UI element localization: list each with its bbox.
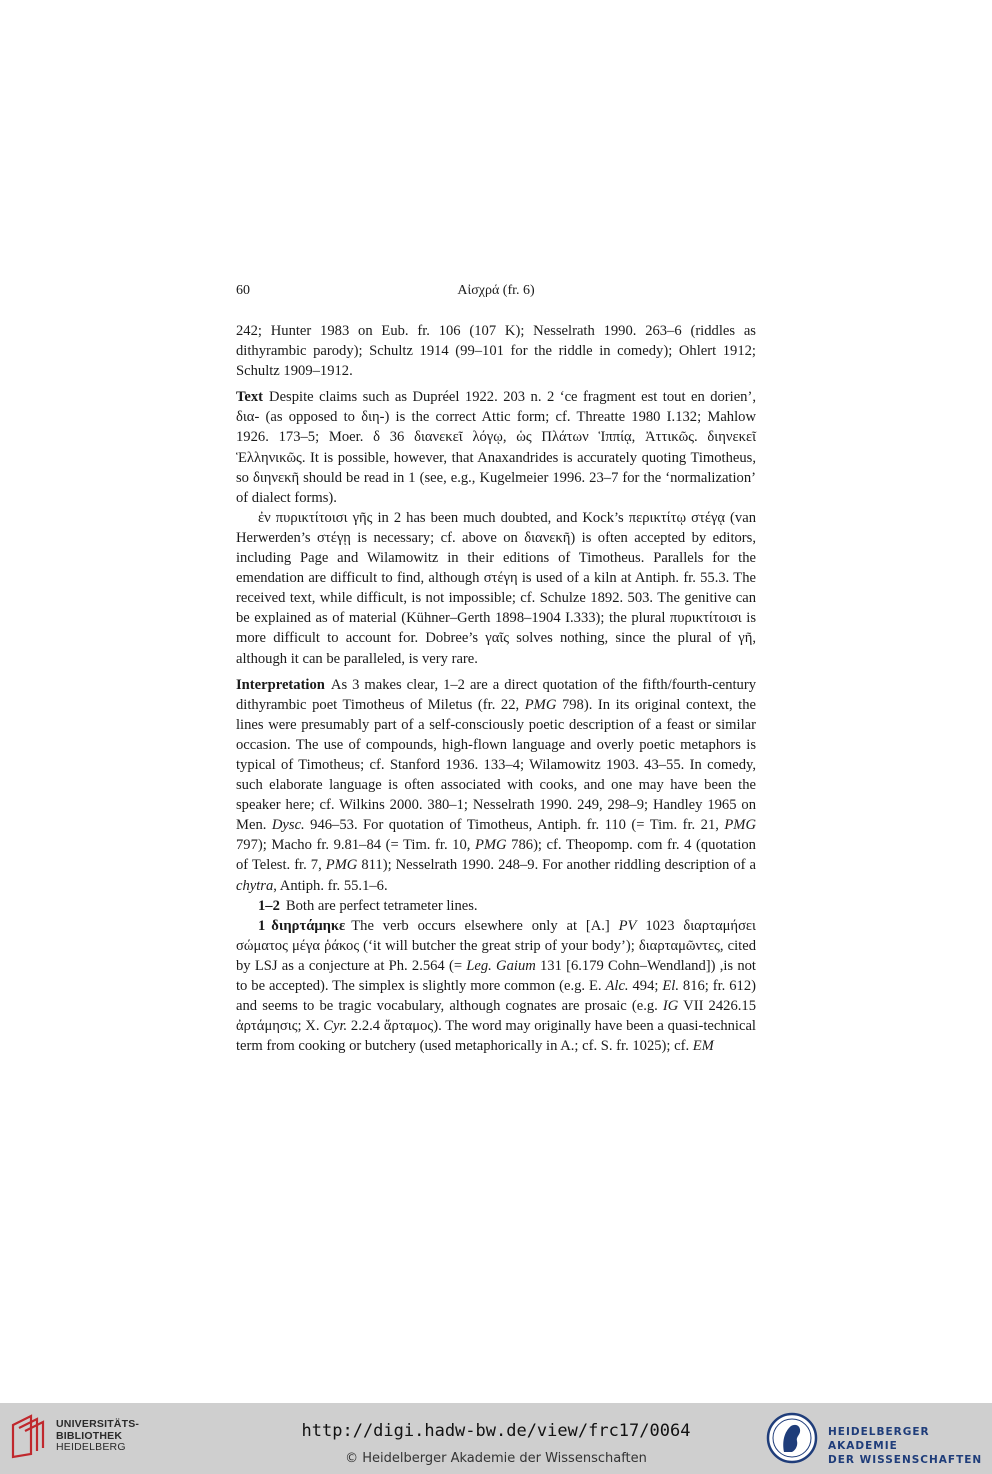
paragraph-p6	[236, 916, 756, 1057]
text-run: 797); Macho fr. 9.81–84 (= Tim. fr. 10,	[236, 837, 475, 854]
italic-text: PMG	[724, 817, 756, 834]
academy-name: HEIDELBERGER AKADEMIE DER WISSENSCHAFTEN	[828, 1426, 983, 1466]
text-run: As 3 makes clear, 1–2 are a direct quotation of the fifth/fourth-century dithyrambic poet Timotheus of Miletus (fr. 22,	[236, 676, 756, 713]
text-run: Both are perfect tetrameter lines.	[285, 897, 478, 914]
text-run: Despite claims such as Dupréel 1922. 203 n. 2 ‘ce fragment est tout en dorien’, δια- (as opposed to διη-) is the correct Attic form; cf. Threatte 1980 I.132; Mahlow 1926. 173–5; Moer. δ 36 διανεκεῖ λόγῳ, ὡς Πλάτων Ἱππίᾳ, Ἀττικῶς. διηνεκεῖ Ἑλληνικῶς. It is possible, however, that Anaxandrides is accurately quoting Timotheus, so διηνεκῆ should be read in 1 (see, e.g., Kugelmeier 1996. 23–7 for the ‘normalization’ of dialect forms).	[236, 389, 756, 506]
paragraph-p5	[236, 896, 756, 916]
page-header	[236, 283, 756, 303]
commentary-text	[236, 321, 756, 1056]
lemma: διηρτάμηκε	[271, 917, 346, 934]
paragraph-p1	[236, 321, 756, 381]
italic-text: Dysc.	[271, 817, 305, 834]
text-run: 494;	[628, 978, 663, 994]
page-number: 60	[236, 283, 250, 298]
italic-text: IG	[662, 998, 679, 1015]
text-run: ἐν πυρικτίτοισι γῆς in 2 has been much doubted, and Kock’s περικτίτῳ στέγᾳ (van Herwerden’s στέγῃ is necessary; cf. above on διανεκῆ) is often accepted by editors, including Page and Wilamowitz in their editions of Timotheus. Parallels for the emendation are difficult to find, although στέγη is used of a kiln at Antiph. fr. 55.3. The received text, while difficult, is not impossible; cf. Schulze 1892. 503. The genitive can be explained as of material (Kühner–Gerth 1898–1904 I.333); the plural πυρικτίτοισι is more difficult to account for. Dobree’s γαῖς solves nothing, since the plural of γῆ, although it can be paralleled, is very rare.	[236, 509, 756, 667]
italic-text: Leg. Gaium	[466, 957, 536, 974]
italic-text: PMG	[524, 696, 557, 713]
copyright-notice: © Heidelberger Akademie der Wissenschaften	[345, 1451, 647, 1466]
italic-text: PV	[618, 917, 637, 934]
italic-text: El.	[662, 978, 679, 994]
italic-text: Cyr.	[323, 1018, 348, 1035]
section-heading: Text	[236, 389, 264, 406]
text-run: 242; Hunter 1983 on Eub. fr. 106 (107 K); Nesselrath 1990. 263–6 (riddles as dithyrambic parody); Schultz 1914 (99–101 for the riddle in comedy); Ohlert 1912; Schultz 1909–1912.	[236, 323, 756, 380]
section-heading: Interpretation	[236, 676, 325, 693]
line-reference: 1	[258, 917, 266, 934]
running-title: Αἰσχρά (fr. 6)	[457, 283, 535, 298]
text-run: The verb occurs elsewhere only at [A.]	[351, 917, 619, 934]
academy-logo[interactable]	[766, 1412, 986, 1464]
text-run: , Antiph. fr. 55.1–6.	[273, 877, 388, 894]
paragraph-p4	[236, 675, 756, 896]
italic-text: PMG	[325, 857, 358, 874]
text-run: 946–53. For quotation of Timotheus, Antiph. fr. 110 (= Tim. fr. 21,	[304, 817, 725, 834]
text-run: 786); cf. Theopomp. com fr. 4 (quotation of Telest. fr. 7,	[236, 837, 756, 874]
academy-seal-icon	[766, 1412, 818, 1464]
text-run: VII 2426.15 ἀρτάμησις; X.	[236, 998, 756, 1035]
text-run: 131 [6.179 Cohn–Wendland]) ,is not to be accepted). The simplex is slightly more common (e.g. E.	[236, 957, 756, 994]
footer-bar	[0, 1403, 992, 1474]
italic-text: Alc.	[605, 978, 629, 994]
text-run: 811); Nesselrath 1990. 248–9. For another riddling description of a	[357, 857, 756, 874]
italic-text: PMG	[474, 837, 507, 854]
text-run: 798). In its original context, the lines were presumably part of a self-consciously poetic description of a feast or similar occasion. The use of compounds, high-flown language and overly poetic metaphors is typical of Timotheus; cf. Stanford 1936. 133–4; Wilamowitz 1903. 43–55. In comedy, such elaborate language is often associated with cooks, and one may have been the speaker here; cf. Wilkins 2000. 380–1; Nesselrath 1990. 249, 298–9; Handley 1965 on Men.	[236, 696, 757, 834]
text-run: 816; fr. 612) and seems to be tragic vocabulary, although cognates are prosaic (e.g.	[236, 978, 756, 1015]
line-reference: 1–2	[258, 897, 280, 914]
paragraph-p3	[236, 508, 756, 669]
permalink-url[interactable]: http://digi.hadw-bw.de/view/frc17/0064	[301, 1421, 691, 1441]
italic-text: EM	[692, 1038, 714, 1055]
text-run: 2.2.4 ἄρταμος). The word may originally have been a quasi-technical term from cooking or butchery (used metaphorically in A.; cf. S. fr. 1025); cf.	[236, 1018, 756, 1055]
text-run: 1023 διαρταμήσει σώματος μέγα ῥάκος (‘it will butcher the great strip of your body’); διαρταμῶντες, cited by LSJ as a conjecture at Ph. 2.564 (=	[236, 917, 756, 974]
italic-text: chytra	[236, 877, 274, 894]
paragraph-p2	[236, 387, 756, 508]
university-library-name: UNIVERSITÄTS- BIBLIOTHEK HEIDELBERG	[56, 1418, 140, 1453]
